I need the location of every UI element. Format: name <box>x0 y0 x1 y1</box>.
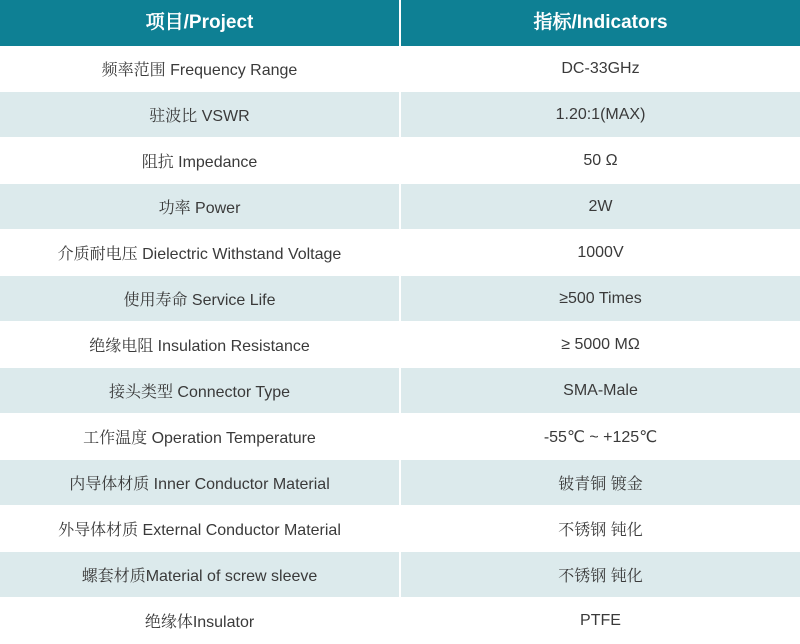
cell-indicator: 1.20:1(MAX) <box>400 92 800 138</box>
cell-project: 工作温度 Operation Temperature <box>0 414 400 460</box>
table-row <box>0 322 800 368</box>
table-body <box>0 46 800 644</box>
column-header-indicators: 指标/Indicators <box>400 0 800 46</box>
cell-indicator: SMA-Male <box>400 368 800 414</box>
cell-indicator: 铍青铜 镀金 <box>400 460 800 506</box>
cell-project: 频率范围 Frequency Range <box>0 46 400 92</box>
cell-project: 绝缘体Insulator <box>0 598 400 644</box>
cell-indicator: 不锈钢 钝化 <box>400 506 800 552</box>
cell-indicator: PTFE <box>400 598 800 644</box>
table-row <box>0 230 800 276</box>
cell-indicator: ≥ 5000 MΩ <box>400 322 800 368</box>
table-row <box>0 276 800 322</box>
cell-indicator: 不锈钢 钝化 <box>400 552 800 598</box>
table-header-row <box>0 0 800 46</box>
cell-indicator: 2W <box>400 184 800 230</box>
cell-project: 阻抗 Impedance <box>0 138 400 184</box>
column-header-project: 项目/Project <box>0 0 400 46</box>
table-row <box>0 598 800 644</box>
table-row <box>0 368 800 414</box>
table-row <box>0 138 800 184</box>
cell-project: 介质耐电压 Dielectric Withstand Voltage <box>0 230 400 276</box>
table-row <box>0 92 800 138</box>
cell-project: 内导体材质 Inner Conductor Material <box>0 460 400 506</box>
cell-indicator: -55℃ ~ +125℃ <box>400 414 800 460</box>
cell-project: 外导体材质 External Conductor Material <box>0 506 400 552</box>
cell-project: 绝缘电阻 Insulation Resistance <box>0 322 400 368</box>
table-row <box>0 552 800 598</box>
table-header <box>0 0 800 46</box>
table-row <box>0 414 800 460</box>
cell-indicator: DC-33GHz <box>400 46 800 92</box>
table-row <box>0 460 800 506</box>
cell-project: 螺套材质Material of screw sleeve <box>0 552 400 598</box>
cell-project: 功率 Power <box>0 184 400 230</box>
cell-project: 使用寿命 Service Life <box>0 276 400 322</box>
cell-project: 驻波比 VSWR <box>0 92 400 138</box>
cell-indicator: 50 Ω <box>400 138 800 184</box>
table-row <box>0 184 800 230</box>
table-row <box>0 506 800 552</box>
cell-indicator: 1000V <box>400 230 800 276</box>
table-row <box>0 46 800 92</box>
cell-indicator: ≥500 Times <box>400 276 800 322</box>
cell-project: 接头类型 Connector Type <box>0 368 400 414</box>
